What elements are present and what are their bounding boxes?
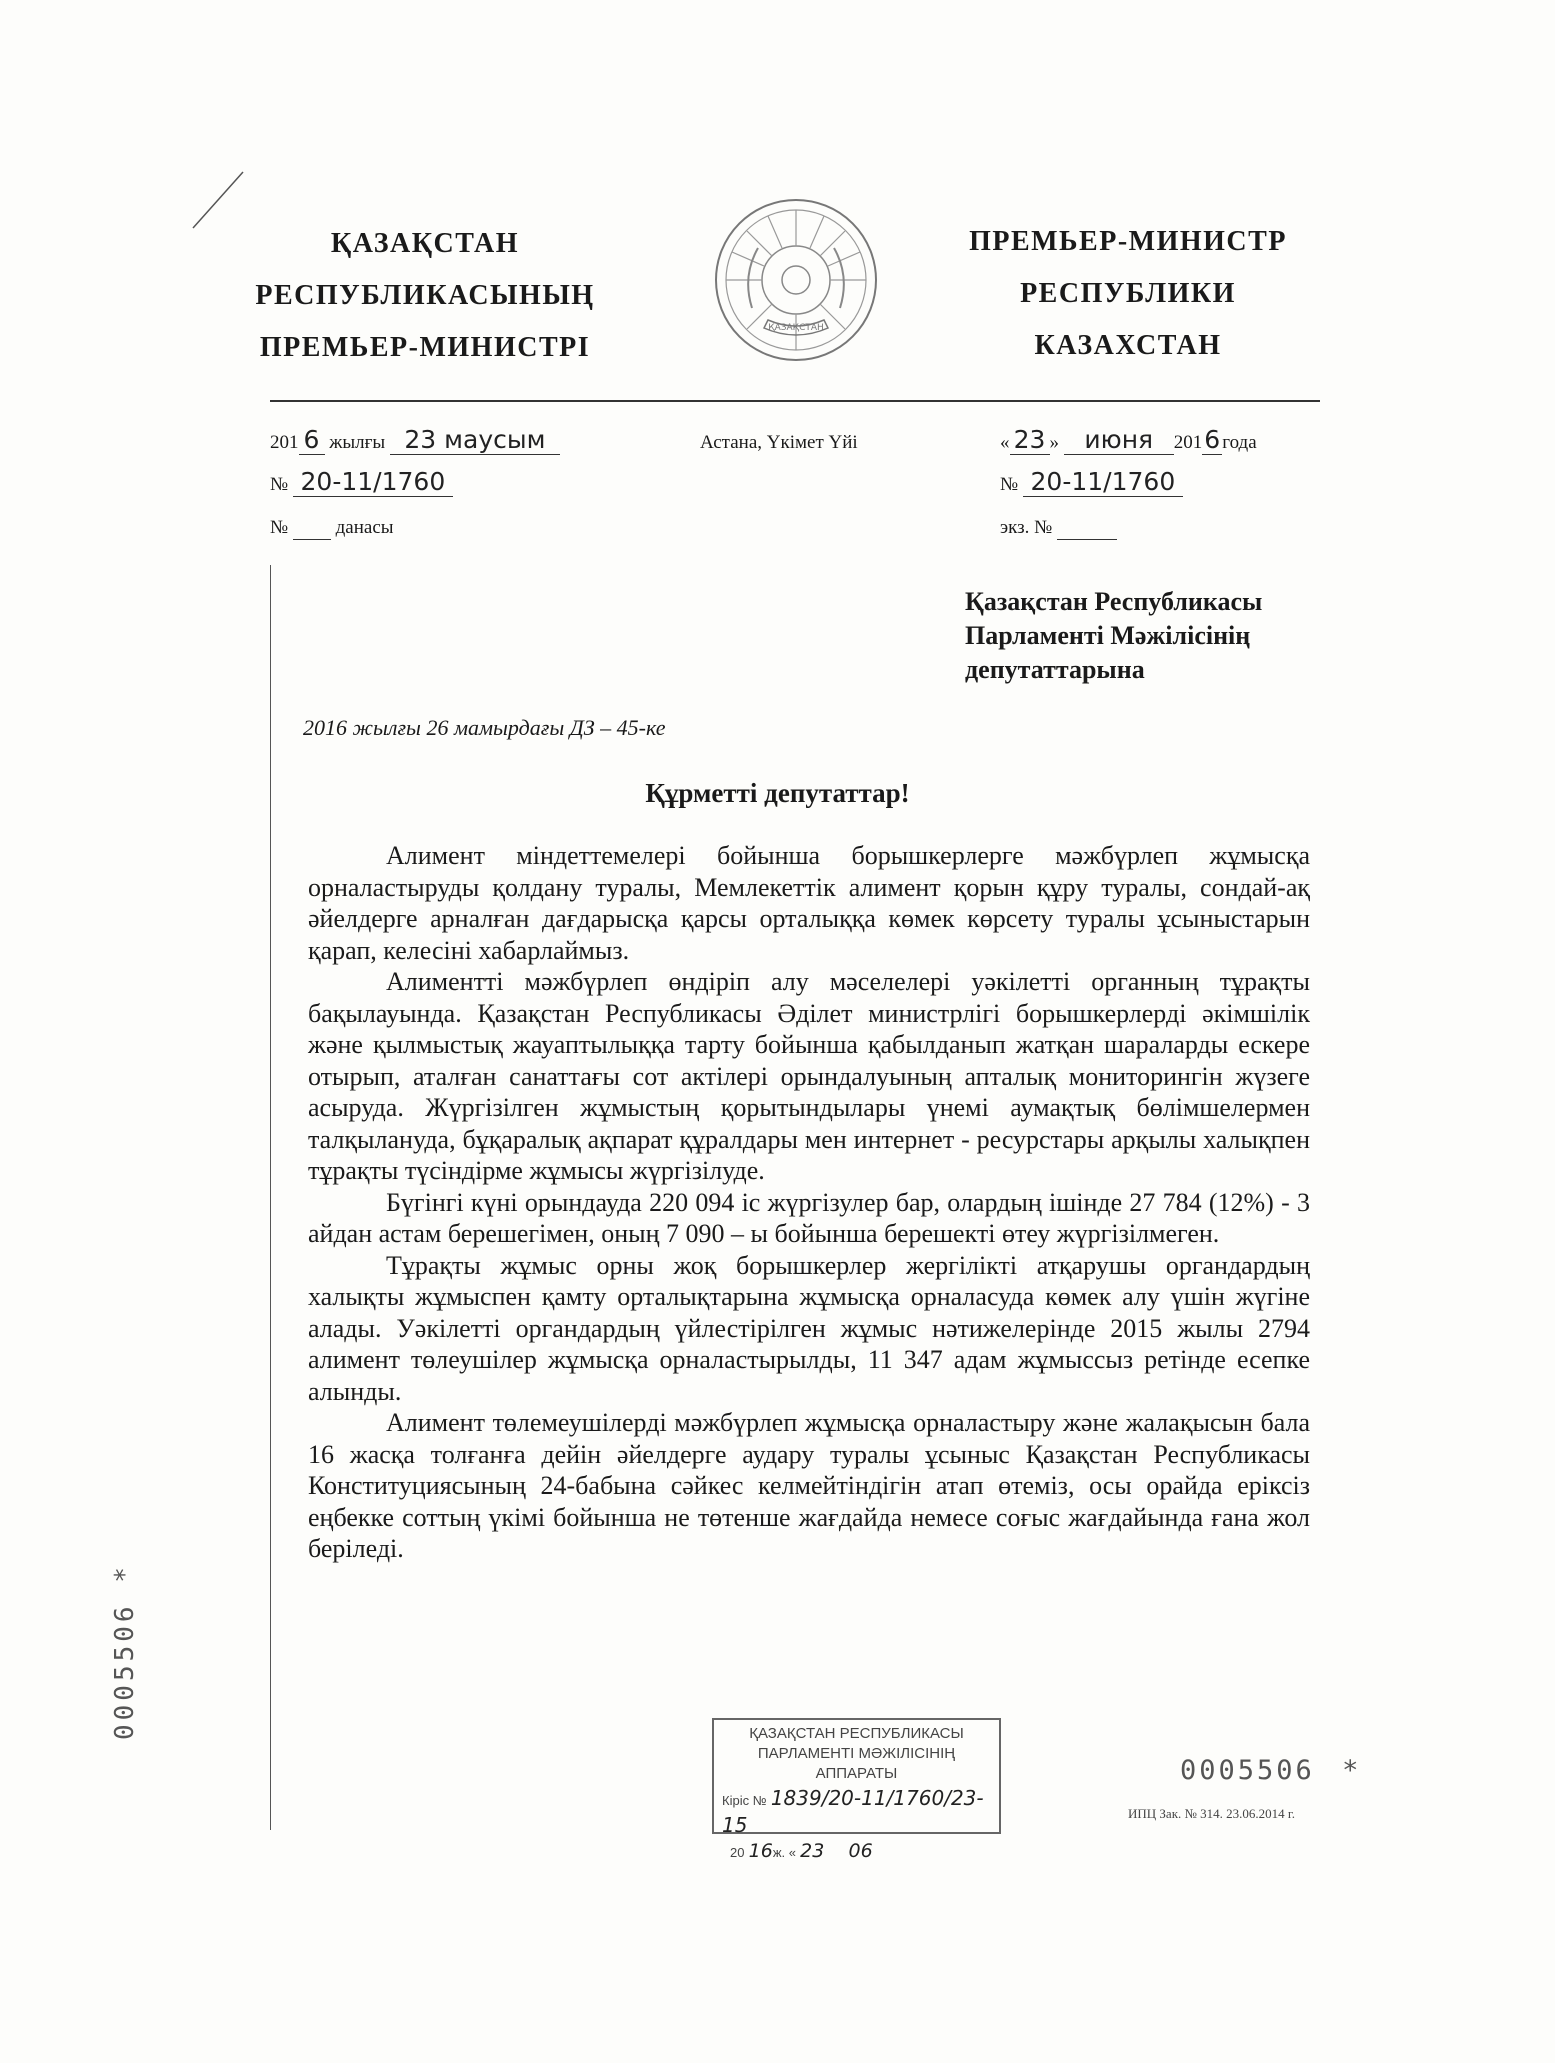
registration-stamp bbox=[712, 1718, 1001, 1862]
month-value: июня bbox=[1064, 425, 1174, 455]
slash-mark-icon bbox=[185, 170, 245, 230]
stamp-line: ҚАЗАҚСТАН РЕСПУБЛИКАСЫ bbox=[749, 1725, 964, 1742]
stamp-year-suffix: ж. « bbox=[772, 1845, 796, 1860]
meta-left bbox=[270, 425, 610, 551]
paragraph: Бүгінгі күні орындауда 220 094 іс жүргізулер бар, олардың ішінде 27 784 (12%) - 3 айдан астам берешегімен, оның 7 090 – ы бойынша берешекті өтеу жүргізілмеген. bbox=[308, 1187, 1310, 1248]
header-left-line: РЕСПУБЛИКАСЫНЫҢ bbox=[255, 280, 595, 311]
copy-suffix: данасы bbox=[335, 517, 394, 538]
num-value: 20-11/1760 bbox=[293, 467, 453, 497]
stamp-line: АППАРАТЫ bbox=[815, 1765, 898, 1782]
num-label-r: № bbox=[1000, 474, 1019, 495]
header-left-line: ҚАЗАҚСТАН bbox=[330, 228, 520, 259]
addressee bbox=[965, 585, 1325, 687]
stamp-incoming-label: Кіріс № bbox=[722, 1793, 767, 1808]
num-value-r: 20-11/1760 bbox=[1023, 467, 1183, 497]
serial-value: 0005506 bbox=[1180, 1755, 1315, 1786]
date-value: 23 маусым bbox=[390, 425, 560, 455]
serial-star: * bbox=[1342, 1755, 1362, 1786]
meta-right bbox=[1000, 425, 1330, 551]
day-value: 23 bbox=[1010, 425, 1050, 455]
margin-line bbox=[270, 565, 271, 1830]
paragraph: Тұрақты жұмыс орны жоқ борышкерлер жергілікті атқарушы органдардың халықты жұмыспен қамту орталықтарына жұмысқа орналасуда көмек алу үшін жүгіне алады. Уәкілетті органдардың үйлестірілген жұмыс нәтижелерінде 2015 жылы 2794 алимент төлеушілер жұмысқа орналастырылды, 11 347 адам жұмыссыз ретінде есепке алынды. bbox=[308, 1250, 1310, 1406]
salutation: Құрметті депутаттар! bbox=[645, 778, 910, 808]
corner-mark bbox=[185, 170, 245, 230]
quote-open: « bbox=[1000, 432, 1010, 453]
header-right bbox=[928, 216, 1328, 372]
letter-body bbox=[308, 840, 1310, 1565]
quote-close: » bbox=[1049, 432, 1059, 453]
stamp-line: ПАРЛАМЕНТІ МӘЖІЛІСІНІҢ bbox=[757, 1745, 956, 1762]
stamp-month: 06 bbox=[848, 1840, 873, 1862]
stamp-day: 23 bbox=[800, 1840, 825, 1862]
year-suffix: жылғы bbox=[329, 432, 386, 453]
header-right-line: КАЗАХСТАН bbox=[1034, 330, 1222, 361]
reference-line: 2016 жылғы 26 мамырдағы ДЗ – 45-ке bbox=[303, 715, 666, 740]
state-emblem bbox=[712, 196, 880, 364]
year-digit: 6 bbox=[299, 425, 325, 455]
place: Астана, Үкімет Үйі bbox=[700, 432, 858, 453]
copy-label-r: экз. № bbox=[1000, 517, 1053, 538]
stamp-date-prefix: 20 bbox=[730, 1845, 745, 1860]
header-left bbox=[230, 218, 620, 374]
year-digit-r: 6 bbox=[1202, 425, 1222, 455]
year-prefix-r: 201 bbox=[1173, 432, 1203, 453]
header-right-line: ПРЕМЬЕР-МИНИСТР bbox=[969, 226, 1287, 257]
stamp-year: 16 bbox=[748, 1840, 773, 1862]
header-divider bbox=[270, 400, 1320, 402]
stamp-incoming-value: 1839/20-11/1760/23-15 bbox=[722, 1786, 984, 1837]
year-suffix-r: года bbox=[1222, 432, 1257, 453]
year-prefix: 201 bbox=[270, 432, 299, 453]
addressee-line: депутаттарына bbox=[965, 655, 1145, 684]
addressee-line: Қазақстан Республикасы bbox=[965, 587, 1263, 616]
paragraph: Алимент төлемеушілерді мәжбүрлеп жұмысқа орналастыру және жалақысын бала 16 жасқа толғанға дейін әйелдерге аудару туралы ұсыныс Қазақстан Республикасы Конституциясының 24-бабына сәйкес келмейтіндігін атап өтеміз, осы орайда еріксіз еңбекке соттың үкімі бойынша не төтенше жағдайда немесе соғыс жағдайында ғана жол беріледі. bbox=[308, 1408, 1310, 1563]
num-label: № bbox=[270, 474, 289, 495]
emblem-icon bbox=[712, 196, 880, 364]
copy-label: № bbox=[270, 517, 289, 538]
header-right-line: РЕСПУБЛИКИ bbox=[1020, 278, 1236, 309]
serial-number bbox=[1180, 1755, 1361, 1786]
addressee-line: Парламенті Мәжілісінің bbox=[965, 621, 1251, 650]
side-serial: 0005506 * bbox=[110, 1563, 140, 1740]
header-left-line: ПРЕМЬЕР-МИНИСТРІ bbox=[259, 332, 591, 363]
emblem-text: ҚАЗАҚСТАН bbox=[768, 323, 824, 333]
paragraph: Алимент міндеттемелері бойынша борышкерлерге мәжбүрлеп жұмысқа орналастыруды қолдану туралы, Мемлекеттік алимент қорын құру туралы, сондай-ақ әйелдерге арналған дағдарысқа қарсы орталыққа көмек көрсету туралы ұсыныстарын қарап, келесіні хабарлаймыз. bbox=[308, 841, 1310, 965]
print-info: ИПЦ Зак. № 314. 23.06.2014 г. bbox=[1128, 1806, 1296, 1821]
paragraph: Алиментті мәжбүрлеп өндіріп алу мәселелері уәкілетті органның тұрақты бақылауында. Қазақстан Республикасы Әділет министрлігі борышкерлерді әкімшілік және қылмыстық жауаптылыққа тарту бойынша қабылданып жатқан шараларды ескере отырып, аталған санаттағы сот актілері орындалуының апталық мониторингін жүзеге асыруда. Жүргізілген жұмыстың қорытындылары үнемі аумақтық бөлімшелермен талқылануда, бұқаралық ақпарат құралдары мен интернет - ресурстары арқылы халықпен тұрақты түсіндірме жұмысы жүргізілуде. bbox=[308, 967, 1310, 1185]
